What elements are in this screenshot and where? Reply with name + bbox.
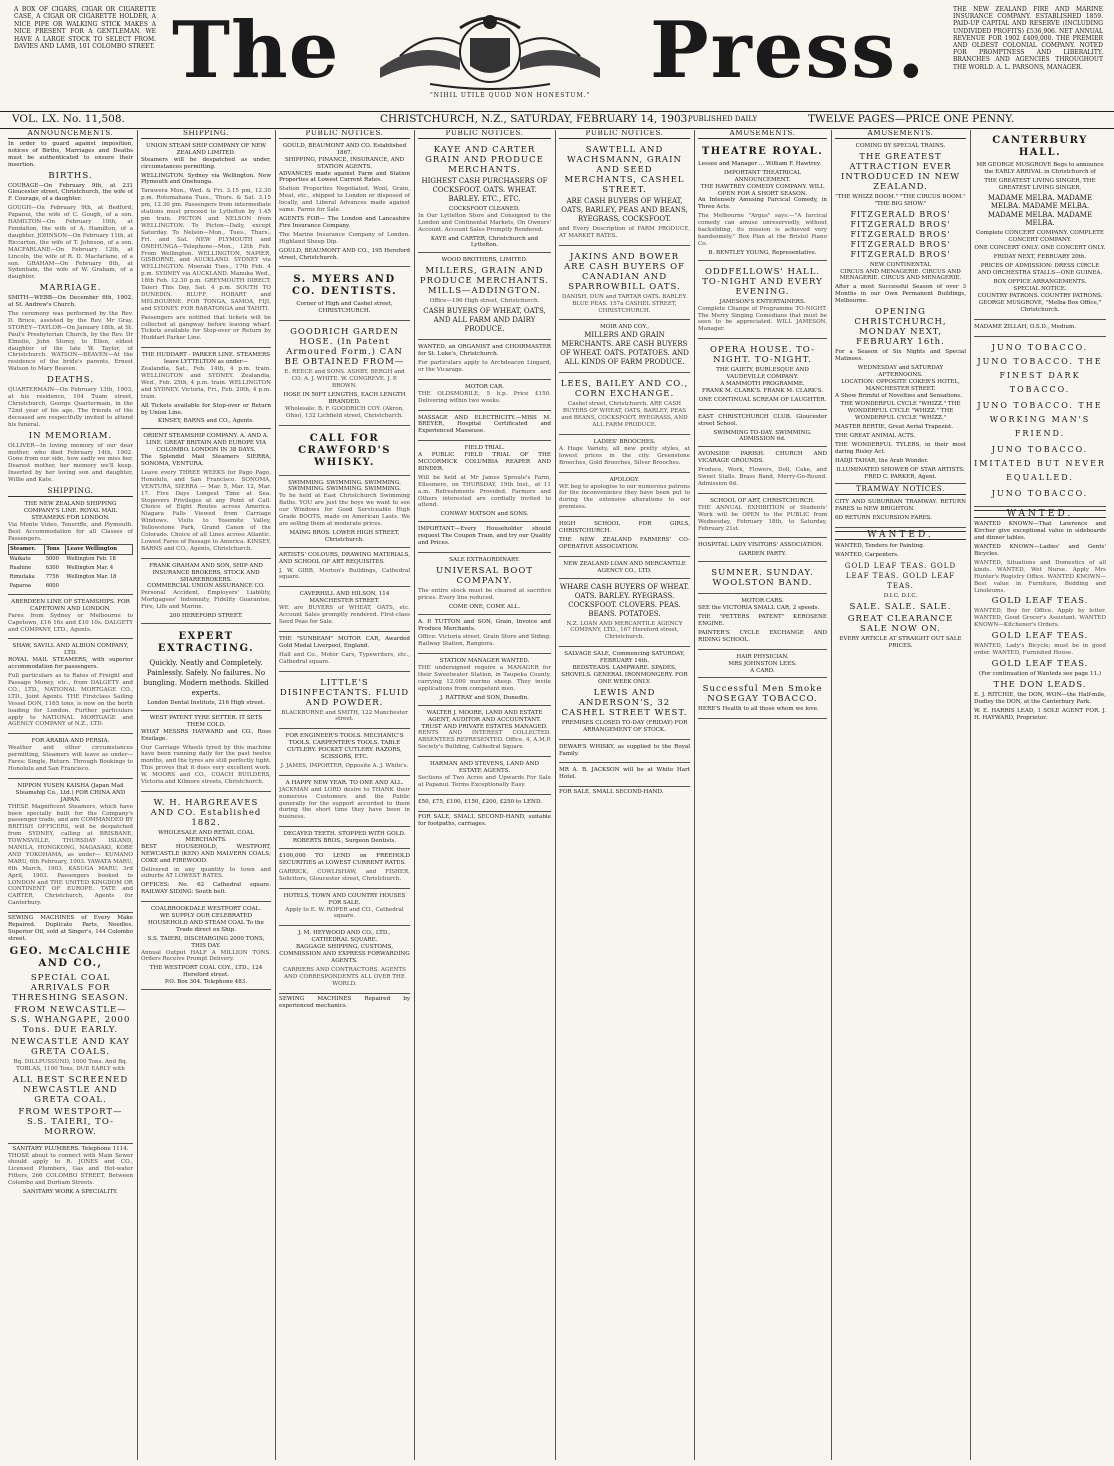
section-heading: DEATHS. — [47, 375, 94, 386]
column-public-notices-1 — [279, 130, 410, 1460]
advert-goodrich-hose: GOODRICH GARDEN HOSE. (In Patent Armoured Form.) CAN BE OBTAINED FROM— E. REECE and SONS. ASHBY, BERGH and CO. A. J. WHITE. W. CONGREVE. J. P. BROWN. HOSE IN 50FT LENGTHS, EACH LENGTH BRANDED. Wholesale: B. F. GOODRICH COY. (Akron, Ohio), 132 Lichfield street, Christchurch. — [279, 323, 410, 425]
advert-nz-loan: NEW ZEALAND LOAN AND MERCANTILE AGENCY CO., LTD. — [559, 559, 690, 579]
advert-tools: FOR ENGINEER'S TOOLS. MECHANIC'S TOOLS. CARPENTER'S TOOLS. TABLE CUTLERY. POCKET CUTLERY. RAZORS, SCISSORS, ETC. J. JAMES, IMPORTER, Opposite A. J. White's. — [279, 731, 410, 776]
advert-brooches: LADIES' BROOCHES. A Huge Variety, all new pretty styles, at lowest prices in the city. Greenstone Brooches, Gold Brooches, Silver Brooches. — [559, 437, 690, 473]
table-header: Leave Wellington — [65, 545, 132, 555]
wanted-heading: WANTED. — [974, 510, 1106, 519]
advert-school-of-art: SCHOOL OF ART, CHRISTCHURCH. THE ANNUAL EXHIBITION of Students' Work will be OPEN to the PUBLIC from Wednesday, February 18th, to Saturday, February 21st. — [698, 496, 827, 539]
advert-hospital-visitors: HOSPITAL LADY VISITORS' ASSOCIATION. GARDEN PARTY. — [698, 540, 827, 562]
advert-to-lend-2: £50, £75, £100, £150, £200, £250 to LEND. — [418, 797, 551, 812]
column-heading: SHIPPING. — [8, 488, 133, 497]
advert-salvage-sale: SALVAGE SALE, Commencing SATURDAY, FEBRUARY 14th. BEDSTEADS. LAMPWARE. SPADES, SHOVELS. GENERAL IRONMONGERY. FOR ONE WEEK ONLY. LEWIS AND ANDERSON'S, 32 CASHEL STREET WEST. PREMISES CLOSED TO-DAY (FRIDAY) FOR ARRANGEMENT OF STOCK. — [559, 649, 690, 739]
columns-area — [0, 130, 1114, 1466]
column-heading: AMUSEMENTS. — [698, 130, 827, 139]
advert-myers-dentists: S. MYERS AND CO. DENTISTS. Corner of High and Cashel street, CHRISTCHURCH. — [279, 269, 410, 321]
column-public-notices-2 — [418, 130, 551, 1460]
advert-shaw-savill: SHAW, SAVILL AND ALBION COMPANY, LTD. ROYAL MAIL STEAMERS, with superior accommodation for passengers. Full particulars as to Rates of Freight and Passage Money, etc., from DALGETY and CO., LTD., NATIONAL MORTGAGE CO., LTD., Joint Agents. THE Firstclass Sailing Vessel DON, 1165 tons, is now on the berth loading for London. Further particulars apply to NATIONAL MORTGAGE and AGENCY COMPANY of N.Z., LTD. — [8, 641, 133, 734]
advert-aberdeen: ABERDEEN LINE OF STEAMSHIPS. FOR CAPETOWN AND LONDON. Fares from Sydney or Melbourne to Capetown, £16 16s and £10 10s. DALGETY and COMPANY, LTD., Agents. — [8, 597, 133, 640]
advert-sawtell: SAWTELL AND WACHSMANN, GRAIN AND SEED MERCHANTS, CASHEL STREET. ARE CASH BUYERS OF WHEAT, OATS, BARLEY, PEAS AND BEANS, RYEGRASS, COCKSFOOT. and Every Description of FARM PRODUCE, AT MARKET RATES. — [559, 141, 690, 246]
advert-field-trial: FIELD TRIAL. A PUBLIC FIELD TRIAL OF THE MCCORMICK COLUMBIA REAPER AND BINDER. Will be held at Mr James Sproule's Farm, Ellesmere, on THURSDAY, 19th Inst., at 11 a.m. Refreshments Provided. Farmers and Others interested are cordially invited to attend. CONWAY MATSON and SONS. — [418, 443, 551, 522]
advert-motor-cars: MOTOR CARS. SEE the VICTORIA SMALL CAR, 2 speeds. THE "PETTERS PATENT" KEROSENE ENGINE. PAINTER'S CYCLE EXCHANGE AND RIDING SCHOOL. — [698, 596, 827, 649]
column-rule — [555, 130, 556, 1460]
masthead-left-advert: A BOX OF CIGARS, CIGAR OR CIGARETTE CASE, A CIGAR OR CIGARETTE HOLDER, A NICE PIPE OR WALKING STICK MAKES A NICE PRESENT FOR A GENTLEMAN. WE HAVE A LARGE STOCK TO SELECT FROM. DAVIES AND LAMB, 101 COLOMBO STREET. — [14, 6, 156, 51]
advert-motor-car: MOTOR CAR. THE OLDSMOBILE, 5 h.p. Price £150. Delivering within two weeks. — [418, 382, 551, 411]
published-daily: PUBLISHED DAILY — [688, 115, 758, 123]
advert-frank-graham: FRANK GRAHAM AND SON, SHIP AND INSURANCE BROKERS, STOCK AND SHAREBROKERS. COMMERCIAL UNION ASSURANCE CO. Personal Accident, Employers' Liability, Mortgagees' Indemnity, Fidelity Guarantee, Fire, Life and Marine. 200 HEREFORD STREET. — [141, 561, 271, 624]
advert-harman-stevens: HARMAN AND STEVENS, LAND AND ESTATE AGENTS. Sections of Two Acres and Upwards For Sale at Papanui. Terms Exceptionally Easy. — [418, 759, 551, 795]
column-heading: PUBLIC NOTICES. — [559, 130, 690, 139]
notice-text: FOR SALE, SMALL SECOND-HAND, suitable for footpaths, carriages. — [418, 813, 551, 827]
table-header: Steamer. — [9, 545, 45, 555]
advert-moir: MOIR AND COY., MILLERS AND GRAIN MERCHANTS. ARE CASH BUYERS OF WHEAT. OATS. POTATOES. AND ALL KINDS OF FARM PRODUCE. — [559, 322, 690, 373]
wanted-heading: WANTED. — [835, 531, 966, 540]
advert-heywood: J. M. HEYWOOD AND CO., LTD., CATHEDRAL SQUARE. BAGGAGE SHIPPING, CUSTOMS, COMMISSION AND EXPRESS FORWARDING AGENTS. CARRIERS AND CONTRACTORS. AGENTS AND CORRESPONDENTS ALL OVER THE WORLD. — [279, 928, 410, 993]
advert-dewars: DEWAR'S WHISKY, as supplied to the Royal Family. — [559, 742, 690, 764]
masthead-right-advert: THE NEW ZEALAND FIRE AND MARINE INSURANCE COMPANY. ESTABLISHED 1859. PAID-UP CAPITAL AND RESERVE (INCLUDING UNDIVIDED PROFITS) £536,906. NET ANNUAL REVENUE FOR 1902 £409,000. THE PREMIER AND OLDEST COLONIAL COMPANY. NOTED FOR PROMPTNESS AND LIBERALITY. BRANCHES AND AGENCIES THROUGHOUT THE WORLD. A. L. PARSONS, MANAGER. — [953, 6, 1103, 71]
notice-text: The ceremony was performed by the Rev. D. Bruce, assisted by the Rev. Mr Gray. STOREY—TAYLOR—On January 18th, at St. Paul's Presbyterian Church, by the Rev. Dr Elmslie, John Storey, to Ellen, eldest daughter of the late W. Taylor, of Christchurch. WATSON—BEAVEN—At the residence of the bride's parents, Ernest Watson to Mary Beaven. — [8, 311, 133, 373]
notice-text: SEWING MACHINES Repaired by experienced mechanics. — [279, 995, 410, 1009]
advert-nosegay: Successful Men Smoke NOSEGAY TOBACCO. HERE'S Health to all those whom we love. — [698, 680, 827, 719]
advert-hargreaves: W. H. HARGREAVES AND CO. Established 1882. WHOLESALE AND RETAIL COAL MERCHANTS. BEST HOUSEHOLD, WESTPORT, NEWCASTLE (KEN) AND MALVERN COALS; COKE and FIREWOOD. Delivered in any quantity to town and suburbs AT LOWEST RATES. OFFICES: No. 62 Cathedral square. RAILWAY SIDING: South belt. — [141, 794, 271, 902]
table-row: Rimutaka 7756 Wellington Mar. 18 — [9, 574, 117, 581]
advert-tutton: A. P. TUTTON and SON, Grain, Invoice and Produce Merchants. Office: Victoria street. Grain Store and Siding: Railway Station, Rangiora. — [418, 617, 551, 655]
advert-tramway: CITY AND SUBURBAN TRAMWAY. RETURN FARES to NEW BRIGHTON. 6D RETURN EXCURSION FARES. — [835, 497, 966, 528]
place-date: CHRISTCHURCH, N.Z., SATURDAY, FEBRUARY 14, 1903. — [380, 113, 691, 125]
title-the: The — [172, 5, 340, 96]
advert-wood-brothers: WOOD BROTHERS, LIMITED. MILLERS, GRAIN AND PRODUCE MERCHANTS. MILLS—ADDINGTON. Office—196 High street, Christchurch. CASH BUYERS OF WHEAT, OATS, AND ALL FARM AND DAIRY PRODUCE. — [418, 255, 551, 340]
table-row: Waikato 5000 Wellington Feb. 18 — [9, 556, 116, 563]
advert-little-disinfectants: LITTLE'S DISINFECTANTS. FLUID AND POWDER. BLACKBURNE and SMITH, 122 Manchester street. — [279, 674, 410, 730]
advert-caverhill: CAVERHILL AND HILSON, 114 MANCHESTER STREET. WE are BUYERS of WHEAT, OATS, etc. Account Sales promptly rendered. First-class Seed Peas for Sale. — [279, 589, 410, 632]
advert-opera-house: OPERA HOUSE. TO-NIGHT. TO-NIGHT. THE GAIETY, BURLESQUE AND VAUDEVILLE COMPANY. A MAMMOTH PROGRAMME. FRANK M. CLARK'S. FRANK M. CLARK'S. ONE CONTINUAL SCREAM OF LAUGHTER. — [698, 341, 827, 410]
advert-organist: WANTED, an ORGANIST and CHOIRMASTER for St. Luke's, Christchurch. For particulars apply to Archdeacon Lingard, or the Vicarage. — [418, 342, 551, 380]
section-heading: MARRIAGE. — [39, 283, 102, 294]
advert-fitzgerald: COMING BY SPECIAL TRAINS. THE GREATEST ATTRACTION EVER INTRODUCED IN NEW ZEALAND. "THE WHIZZ BOOM." "THE CIRCUS BOOM." "THE BIG SHOW." FITZGERALD BROS' FITZGERALD BROS' FITZGERALD BROS' FITZGERALD BROS' FITZGERALD BROS' NEW CONTINENTAL CIRCUS AND MENAGERIE. CIRCUS AND MENAGERIE. CIRCUS AND MENAGERIE. After a most Successful Season of over 3 Months in our Own Permanent Buildings, Melbourne. OPENING CHRISTCHURCH, MONDAY NEXT, FEBRUARY 16th. For a Season of Six Nights and Special Matinees. WEDNESDAY and SATURDAY AFTERNOONS. LOCATION: OPPOSITE COKER'S HOTEL, MANCHESTER STREET. A Show Brimful of Novelties and Sensations. THE WONDERFUL CYCLE "WHIZZ." THE WONDERFUL CYCLE "WHIZZ." THE WONDERFUL CYCLE "WHIZZ." MASTER BERTIE, Great Aerial Trapezist. THE GREAT ANIMAL ACTS. THE WONDERFUL TYLERS, in their most daring Risley Act. HADJI TAHAR, the Arab Wonder. ILLUMINATED SHOWER OF STAR ARTISTS. FRED C. PARKER, Agent. — [835, 141, 966, 485]
column-rule — [137, 130, 138, 1460]
advert-canterbury-hall: CANTERBURY HALL. MR GEORGE MUSGROVE Begs to announce the EARLY ARRIVAL in Christchurch of THE GREATEST LIVING SINGER, THE GREATEST LIVING SINGER, MADAME MELBA. MADAME MELBA. MADAME MELBA. MADAME MELBA. MADAME MELBA. Complete CONCERT COMPANY. COMPLETE CONCERT COMPANY. ONE CONCERT ONLY. ONE CONCERT ONLY. FRIDAY NEXT, FEBRUARY 20th. PRICES OF ADMISSION: DRESS CIRCLE AND ORCHESTRA STALLS—ONE GUINEA. BOX OFFICE ARRANGEMENTS. SPECIAL NOTICE. COUNTRY PATRONS. COUNTRY PATRONS. GEORGE MUSGROVE, "Melba Box Office," Christchurch. — [974, 130, 1106, 320]
advert-nippon-yusen: NIPPON YUSEN KAISHA (Japan Mail Steamship Co., Ltd.) FOR CHINA AND JAPAN. THESE Magnificent Steamers, which have been specially built for the Company's passenger trade, and are COMMANDED BY BRITISH OFFICERS, will be despatched from SYDNEY, calling at BRISBANE, TOWNSVILLE, THURSDAY ISLAND, MANILA, HONGKONG, NAGASAKI, KOBE AND YOKOHAMA, as under— KUMANO MARU, 6th February, 1903. YAWATA MARU, 6th March, 1903. KASUGA MARU, 3rd April, 1903. Passengers booked to LONDON and THE UNITED KINGDOM OR CONTINENT OF EUROPE. TATE and CARTER, Christchurch, Agents for Canterbury. — [8, 781, 133, 913]
advert-gould-beaumont: GOULD, BEAUMONT AND CO. Established 1867. SHIPPING, FINANCE, INSURANCE, AND STATION AGENTS. ADVANCES made against Farm and Station Properties at Lowest Current Rates. Station Properties Negotiated. Wool, Grain, Meat, etc., shipped to London or disposed of locally, and Liberal Advances made against same. Farms for Sale. AGENTS FOR— The London and Lancashire Fire Insurance Company. The Marine Insurance Company of London. Highland Sheep Dip. GOULD, BEAUMONT AND CO., 195 Hereford street, Christchurch. — [279, 141, 410, 268]
column-heading: PUBLIC NOTICES. — [418, 130, 551, 139]
column-heading: ANNOUNCEMENTS. — [8, 130, 133, 139]
advert-huddart-parker: THE HUDDART - PARKER LINE. STEAMERS leave LYTTELTON as under— Zealandia, Sat., Feb. 14th, 4 p.m. train. WELLINGTON and SYDNEY. Zealandia, Wed., Feb. 25th, 4 p.m. train. WELLINGTON and SYDNEY. Victoria, Fri., Feb. 20th, 4 p.m. train. All Tickets available for Stop-over or Return by Union Line. KINSEY, BARNS and CO., Agents. — [141, 350, 271, 429]
advert-east-christchurch-club: EAST CHRISTCHURCH CLUB. Gloucester street School. SWIMMING TO-DAY. SWIMMING. ADMISSION 6d. — [698, 412, 827, 448]
column-heading: TRAMWAY NOTICES. — [835, 486, 966, 495]
column-heading: PUBLIC NOTICES. — [279, 130, 410, 139]
notice-text: FOR SALE, SMALL SECOND-HAND. — [559, 789, 664, 796]
column-heading: SHIPPING. — [141, 130, 271, 139]
advert-jackson: MR A. B. JACKSON will be at White Hart Hotel. — [559, 765, 690, 787]
notice-text: SMITH—WEBB—On December 6th, 1902, at St. Andrew's Church. — [8, 295, 133, 309]
column-public-notices-3 — [559, 130, 690, 1460]
advert-sumner: SUMNER. SUNDAY. WOOLSTON BAND. — [698, 564, 827, 594]
table-row: Paparoa 6000 — [9, 583, 59, 590]
price-line: TWELVE PAGES—PRICE ONE PENNY. — [808, 113, 1015, 125]
column-rule — [694, 130, 695, 1460]
advert-lees-bailey: LEES, BAILEY AND CO., CORN EXCHANGE. Cashel street, Christchurch. ARE CASH BUYERS OF WHEAT, OATS, BARLEY, PEAS and BEANS, COCKSFOOT, RYEGRASS, AND ALL FARM PRODUCE. — [559, 375, 690, 435]
advert-walter-moore: WALTER J. MOORE, LAND AND ESTATE AGENT, AUDITOR AND ACCOUNTANT. TRUST AND PRIVATE ESTATES MANAGED. RENTS AND INTEREST COLLECTED. ABSENTEES REPRESENTED. Office, 4, A.M.P. Society's Building, Cathedral Square. — [418, 708, 551, 757]
advert-whare: WHARE CASH BUYERS OF WHEAT. OATS. BARLEY. RYEGRASS. COCKSFOOT. CLOVERS. PEAS. BEANS. POTATOES. N.Z. LOAN AND MERCANTILE AGENCY COMPANY, LTD., 167 Hereford street, Christchurch. — [559, 581, 690, 648]
notice-text: In order to guard against imposition, notices of Births, Marriages and Deaths must be authenticated to ensure their insertion. — [8, 140, 133, 168]
advert-avonside: AVONSIDE PARISH. CHURCH AND VICARAGE GROUNDS. Produce, Work, Flowers, Doll, Cake, and Sweet Stalls. Brass Band, Merry-Go-Round. Admission 6d. — [698, 449, 827, 494]
notice-text: QUARTERMAIN—On February 13th, 1903, at his residence, 104 Tuam street, Christchurch, George Quartermain, in the 72nd year of his age. The friends of the deceased are respectfully invited to attend his funeral. — [8, 387, 133, 428]
advert-jakins-bower: JAKINS AND BOWER ARE CASH BUYERS OF CANADIAN AND SPARROWBILL OATS. DANISH, DUN and TARTAR OATS. BARLEY. BLUE PEAS. 157a CASHEL STREET, CHRISTCHURCH. — [559, 248, 690, 321]
advert-juno-tobacco: JUNO TOBACCO. JUNO TOBACCO. THE FINEST DARK TOBACCO. JUNO TOBACCO. THE WORKING MAN'S FRIEND. JUNO TOBACCO. IMITATED BUT NEVER EQUALLED. JUNO TOBACCO. — [974, 339, 1106, 507]
advert-hotels: HOTELS, TOWN AND COUNTRY HOUSES FOR SALE. Apply to E. W. ROPER and CO., Cathedral square. — [279, 891, 410, 927]
advert-kaye-carter: KAYE AND CARTER GRAIN AND PRODUCE MERCHANTS. HIGHEST CASH PURCHASERS OF COCKSFOOT. OATS. WHEAT. BARLEY. ETC., ETC. COCKSFOOT CLEANED. In Our Lyttelton Store and Consigned to the London and Continental Markets, On Owners' Account. Account Sales Promptly Rendered. KAYE and CARTER, Christchurch and Lyttelton. — [418, 141, 551, 253]
advert-union-steamship: UNION STEAM SHIP COMPANY OF NEW ZEALAND LIMITED. Steamers will be despatched as under, circumstances permitting. WELLINGTON. Sydney via Wellington. New Plymouth and Onehunga. Tarawera Mon., Wed. & Fri. 3.15 pm, 12.30 p.m. Rotomahana Tues., Thurs. & Sat. 3.15 pm, 12.30 pm. Passengers from intermediate stations must proceed to Lyttelton by 1.45 pm train. PICTON and NELSON from WELLINGTON. To Picton—Daily, except Saturday. To Nelson—Mon., Tues., Thurs., Fri. and Sat. NEW PLYMOUTH and ONEHUNGA—Telephone—Mon., 12th Feb. From Wellington. WELLINGTON, NAPIER, GISBORNE, and AUCKLAND. SYDNEY via WELLINGTON. Moeraki Tues., 17th Feb. 4 p.m. SYDNEY via AUCKLAND. Manuka Wed., 18th Feb. 12.30 p.m. GREYMOUTH DIRECT. Taieri This Day, Sat. 4 p.m. SOUTH TO DUNEDIN. BLUFF, HOBART and MELBOURNE. FOR TONGA, SAMOA, FIJI, and SYDNEY. FOR RARATONGA and TAHITI. Passengers are notified that tickets will be collected at gangway before leaving wharf. Tickets available for Stop-over or Return by Huddart Parker Line. — [141, 141, 271, 348]
advert-expert-extracting: EXPERT EXTRACTING. Quickly. Neatly and Completely. Painlessly. Safely. No failures. No bungling. Modern methods. Skilled experts. London Dental Institute, 216 High street. — [141, 626, 271, 711]
company-heading: GEO. McCALCHIE AND CO., — [9, 945, 132, 969]
shipping-table — [8, 544, 133, 591]
advert-decayed-teeth: DECAYED TEETH. STOPPED WITH GOLD. ROBERTS BROS., Surgeon Dentists. — [279, 829, 410, 849]
section-heading: IN MEMORIAM. — [28, 430, 113, 441]
advert-tyre-setter: WEST PATENT TYRE SETTER. IT SETS THEM COLD. WHAT MESSRS HAYWARD and CO., Ross Ensilage. Our Carriage Wheels tyred by this machine have been running daily for the past twelve months, and the tyres are still perfectly tight. This proves that it does very excellent work. W. MOORS and CO., COACH BUILDERS, Victoria and Kilmore streets, Christchurch. — [141, 713, 271, 792]
advert-sunbeam: THE "SUNBEAM" MOTOR CAR, Awarded Gold Medal Liverpool, England. Hall and Co., Motor Cars, Typewriters, etc., Cathedral square. — [279, 634, 410, 672]
advert-nzsc: THE NEW ZEALAND SHIPPING COMPANY'S LINE. ROYAL MAIL STEAMERS FOR LONDON. Via Monte Video, Teneriffe, and Plymouth. Best Accommodation for all Classes of Passengers. Steamer. Tons Leave Wellington Waikato 5000 Wellington Feb. 18 Ruahine 6300 Wellington Mar. 4 Rimutaka 7756 Wellington Mar. 18 Paparoa 6000 — [8, 499, 133, 595]
dateline-bar — [0, 111, 1114, 129]
notice-text: SEWING MACHINES of Every Make Repaired. Duplicate Parts, Needles. Superior Oil, sold at Singer's, 144 Colombo street. — [8, 915, 133, 942]
advert-madame-zillah: MADAME ZILLAH, O.S.D., Medium. — [974, 322, 1106, 337]
title-press: Press. — [650, 5, 927, 96]
coat-of-arms-crest — [360, 8, 620, 90]
column-amusements-2: AMUSEMENTS. COMING BY SPECIAL TRAINS. THE GREATEST ATTRACTION EVER INTRODUCED IN NEW ZEALAND. "THE WHIZZ BOOM." "THE CIRCUS BOOM." "THE BIG SHOW." FITZGERALD BROS' FITZGERALD BROS' FITZGERALD BROS' FITZGERALD BROS' FITZGERALD BROS' NEW CONTINENTAL CIRCUS AND MENAGERIE. CIRCUS AND MENAGERIE. CIRCUS AND MENAGERIE. After a most Successful Season of over 3 Months in our Own Permanent Buildings, Melbourne. OPENING CHRISTCHURCH, MONDAY NEXT, FEBRUARY 16th. For a Season of Six Nights and Special Matinees. WEDNESDAY and SATURDAY AFTERNOONS. LOCATION: OPPOSITE COKER'S HOTEL, MANCHESTER STREET. A Show Brimful of Novelties and Sensations. THE WONDERFUL CYCLE "WHIZZ." THE WONDERFUL CYCLE "WHIZZ." THE WONDERFUL CYCLE "WHIZZ." MASTER BERTIE, Great Aerial Trapezist. THE GREAT ANIMAL ACTS. THE WONDERFUL TYLERS, in their most daring Risley Act. HADJI TAHAR, the Arab Wonder. ILLUMINATED SHOWER OF STAR ARTISTS. FRED C. PARKER, Agent. TRAMWAY NOTICES. CITY AND SUBURBAN TRAMWAY. RETURN FARES to NEW BRIGHTON. 6D RETURN EXCURSION FARES. WANTED. WANTED, Tenders for Painting. WANTED, Carpenters. GOLD LEAF TEAS. GOLD LEAF TEAS. GOLD LEAF TEAS. D.I.C. D.I.C. SALE. SALE. SALE. GREAT CLEARANCE SALE NOW ON. EVERY ARTICLE AT STRAIGHT OUT SALE PRICES. — [835, 130, 966, 649]
advert-householder: IMPORTANT—Every Householder should request The Coupon Tram, and try our Quality and Prices. — [418, 524, 551, 553]
advert-swimming: SWIMMING. SWIMMING. SWIMMING. SWIMMING. SWIMMING. SWIMMING. To be held at East Christchurch Swimming Baths. YOU are just the boys we want to see our Windows for Good Serviceable High Grade BOOTS, made on American Lasts. We are selling them at moderate prices. MAING BROS. LOWER HIGH STREET, Christchurch. — [279, 478, 410, 548]
section-heading: BIRTHS. — [48, 170, 93, 181]
advert-oceanic: ORIENT STEAMSHIP COMPANY. A. AND A. LINE. GREAT BRITAIN AND EUROPE VIA COLOMBO. LONDON IN 38 DAYS. The Splendid Mail Steamers SIERRA, SONOMA, VENTURA. Leave every THREE WEEKS for Pago Pago, Honolulu, and San Francisco. SONOMA, VENTURA, SIERRA — Mar. 5, Mar. 12, Mar. 17. Five Days Longest Time at Sea. Stopovers Privileges at any Point of Call. Choice of Eight Routes across America. Niagara Falls Viewed from Carriage Windows. Visits to Yosemite Valley, Yellowstone Park, Grand Canon of the Colorado. Choice of all Lines across Atlantic. Lowest Fares of Passage to America. KINSEY, BARNS and CO., Agents, Christchurch. — [141, 431, 271, 558]
advert-arabia: FOR ARABIA AND PERSIA. Weather and other circumstances permitting, Steamers will leave as under— Fares: Single, Return. Through Bookings to Honolulu and San Francisco. — [8, 736, 133, 779]
column-rule — [414, 130, 415, 1460]
advert-westport-coal: COALBROOKDALE WESTPORT COAL. WE SUPPLY OUR CELEBRATED HOUSEHOLD AND STEAM COAL To the Trade direct ex Ship. S.S. TAIERI, DISCHARGING 2000 TONS, THIS DAY. Annual Output HALF A MILLION TONS. Orders Receive Prompt Delivery. THE WESTPORT COAL COY., LTD., 124 Hereford street. P.O. Box 304. Telephone 483. — [141, 904, 271, 990]
masthead-motto: "NIHIL UTILE QUOD NON HONESTUM." — [430, 92, 591, 99]
advert-artists-colours: ARTISTS' COLOURS, DRAWING MATERIALS, AND SCHOOL OF ART REQUISITES. J. W. GIBB, Morten's Buildings, Cathedral square. — [279, 550, 410, 588]
advert-apology: APOLOGY. WE beg to apologise to our numerous patrons for the inconvenience they have been put to during the extensive alterations to our premises. — [559, 475, 690, 518]
advert-massage: MASSAGE AND ELECTRICITY.—MISS M. BREYER, Hospital Certificated and Experienced Masseuse. — [418, 413, 551, 442]
volume-number: VOL. LX. No. 11,508. — [12, 113, 125, 125]
column-shipping — [141, 130, 271, 1460]
advert-crawfords: CALL FOR CRAWFORD'S WHISKY. — [279, 428, 410, 476]
advert-theatre-royal: THEATRE ROYAL. Lessee and Manager ... William F. Hawtrey. IMPORTANT THEATRICAL ANNOUNCEMENT. THE HAWTREY COMEDY COMPANY. WILL OPEN FOR A SHORT SEASON. An Intensely Amusing Farcical Comedy, in Three Acts. The Melbourne "Argus" says:—"A farcical comedy can amuse unreservedly, without backsliding, its mission is achieved very handsomely." Box Plan at the Bristol Piano Co. B. BENTLEY YOUNG, Representative. — [698, 141, 827, 261]
column-announcements: ANNOUNCEMENTS. In order to guard against imposition, notices of Births, Marriages and Deaths must be authenticated to ensure their insertion. BIRTHS. COURAGE—On February 9th, at 231 Gloucester street, Christchurch, the wife of F. Courage, of a daughter. GOUGH—On February 9th, at Bedford, Papanui, the wife of C. Gough, of a son. HAMILTON—On February 10th, at Fendalton, the wife of A. Hamilton, of a daughter. JOHNSON—On February 11th, at Riccarton, the wife of T. Johnson, of a son. MACFARLANE—On February 12th, at Lincoln, the wife of R. D. Macfarlane, of a son. GRAHAM—On February 8th, at Sydenham, the wife of W. Graham, of a daughter. MARRIAGE. SMITH—WEBB—On December 6th, 1902, at St. Andrew's Church. The ceremony was performed by the Rev. D. Bruce, assisted by the Rev. Mr Gray. STOREY—TAYLOR—On January 18th, at St. Paul's Presbyterian Church, by the Rev. Dr Elmslie, John Storey, to Ellen, eldest daughter of the late W. Taylor, of Christchurch. WATSON—BEAVEN—At the residence of the bride's parents, Ernest Watson to Mary Beaven. DEATHS. QUARTERMAIN—On February 13th, 1903, at his residence, 104 Tuam street, Christchurch, George Quartermain, in the 72nd year of his age. The friends of the deceased are respectfully invited to attend his funeral. IN MEMORIAM. OLLIVER—In loving memory of our dear mother, who died February 14th, 1902. Gone from our side, how sadly we miss her, Dearest mother, her memory we'll keep. Inserted by her loving son and daughter, Willie and Kate. SHIPPING. THE NEW ZEALAND SHIPPING COMPANY'S LINE. ROYAL MAIL STEAMERS FOR LONDON. Via Monte Video, Teneriffe, and Plymouth. Best Accommodation for all Classes of Passengers. Steamer. Tons Leave Wellington Waikato 5000 Wellington Feb. 18 Ruahine 6300 Wellington Mar. 4 Rimutaka 7756 Wellington Mar. 18 Paparoa 6000 ABERDEEN LINE OF STEAMSHIPS. FOR CAPETOWN AND LONDON. Fares from Sydney or Melbourne to Capetown, £16 16s and £10 10s. DALGETY and COMPANY, LTD., Agents. SHAW, SAVILL AND ALBION COMPANY, LTD. ROYAL MAIL STEAMERS, with superior accommodation for passengers. Full particulars as to Rates of Freight and Passage Money, etc., from DALGETY and CO., LTD., NATIONAL MORTGAGE CO., LTD., Joint Agents. THE Firstclass Sailing Vessel DON, 1165 tons, is now on the berth loading for London. Further particulars apply to NATIONAL MORTGAGE and AGENCY COMPANY of N.Z., LTD. FOR ARABIA AND PERSIA. Weather and other circumstances permitting, Steamers will leave as under— Fares: Single, Return. Through Bookings to Honolulu and San Francisco. NIPPON YUSEN KAISHA (Japan Mail Steamship Co., Ltd.) FOR CHINA AND JAPAN. THESE Magnificent Steamers, which have been specially built for the Company's passenger trade, and are COMMANDED BY BRITISH OFFICERS, will be despatched from SYDNEY, calling at BRISBANE, TOWNSVILLE, THURSDAY ISLAND, MANILA, HONGKONG, NAGASAKI, KOBE AND YOKOHAMA, as under— KUMANO MARU, 6th February, 1903. YAWATA MARU, 6th March, 1903. KASUGA MARU, 3rd April, 1903. Passengers booked to LONDON and THE UNITED KINGDOM OR CONTINENT OF EUROPE. TATE and CARTER, Christchurch, Agents for Canterbury. SEWING MACHINES of Every Make Repaired. Duplicate Parts, Needles. Superior Oil, sold at Singer's, 144 Colombo street. GEO. McCALCHIE AND CO., SPECIAL COAL ARRIVALS FOR THRESHING SEASON. FROM NEWCASTLE— S.S. WHANGAPE, 2000 Tons. DUE EARLY. NEWCASTLE AND KAY GRETA COALS. Bq. DILLPUSSUND, 1000 Tons. And Bq. TOBLAS, 1100 Tons, DUE EARLY with ALL BEST SCREENED NEWCASTLE AND GRETA COAL. FROM WESTPORT— S.S. TAIERI, TO-MORROW. SANITARY PLUMBERS. Telephone 1114. THOSE about to connect with Main Sewer should apply to R. JONES and CO., Licensed Plumbers, Gas and Hot-water Fitters, 266 COLOMBO STREET, Between Colombo and Durham Streets. SANITARY WORK A SPECIALITY. — [8, 130, 133, 1196]
column-heading: AMUSEMENTS. — [835, 130, 966, 139]
table-header: Tons — [45, 545, 66, 555]
notice-text: COURAGE—On February 9th, at 231 Gloucester street, Christchurch, the wife of F. Courage, of a daughter. — [8, 182, 133, 203]
masthead — [0, 0, 1114, 110]
table-row: Ruahine 6300 Wellington Mar. 4 — [9, 565, 114, 572]
notice-text: GOUGH—On February 9th, at Bedford, Papanui, the wife of C. Gough, of a son. HAMILTON—On February 10th, at Fendalton, the wife of A. Hamilton, of a daughter. JOHNSON—On February 11th, at Riccarton, the wife of T. Johnson, of a son. MACFARLANE—On February 12th, at Lincoln, the wife of R. D. Macfarlane, of a son. GRAHAM—On February 8th, at Sydenham, the wife of W. Graham, of a daughter. — [8, 205, 133, 281]
advert-to-lend: £100,000 TO LEND on FREEHOLD SECURITIES at LOWEST CURRENT RATES. GARRICK, COWLISHAW, and FISHER, Solicitors, Gloucester street, Christchurch. — [279, 851, 410, 889]
advert-station-manager: STATION MANAGER WANTED. THE undersigned require a MANAGER for their Sweetwater Station, in Taupeka County, carrying 12,000 merino sheep. They invite applications from competent men. J. RATTRAY and SON, Dunedin. — [418, 656, 551, 705]
column-rule — [275, 130, 276, 1460]
column-amusements-3: CANTERBURY HALL. MR GEORGE MUSGROVE Begs to announce the EARLY ARRIVAL in Christchurch of THE GREATEST LIVING SINGER, THE GREATEST LIVING SINGER, MADAME MELBA. MADAME MELBA. MADAME MELBA. MADAME MELBA. MADAME MELBA. Complete CONCERT COMPANY. COMPLETE CONCERT COMPANY. ONE CONCERT ONLY. ONE CONCERT ONLY. FRIDAY NEXT, FEBRUARY 20th. PRICES OF ADMISSION: DRESS CIRCLE AND ORCHESTRA STALLS—ONE GUINEA. BOX OFFICE ARRANGEMENTS. SPECIAL NOTICE. COUNTRY PATRONS. COUNTRY PATRONS. GEORGE MUSGROVE, "Melba Box Office," Christchurch. MADAME ZILLAH, O.S.D., Medium. JUNO TOBACCO. JUNO TOBACCO. THE FINEST DARK TOBACCO. JUNO TOBACCO. THE WORKING MAN'S FRIEND. JUNO TOBACCO. IMITATED BUT NEVER EQUALLED. JUNO TOBACCO. WANTED. WANTED KNOWN—That Lawrence and Kircher give exceptional value in sideboards and dinner tables. WANTED KNOWN—Ladies' and Gents' Bicycles. WANTED, Situations and Domestics of all kinds. WANTED, Wet Nurse. Apply Mrs Hunter's Registry Office. WANTED KNOWN—Best value in Furniture, Bedding and Linoleums. GOLD LEAF TEAS. WANTED, Boy for Office. Apply by letter. WANTED, Good Grocer's Assistant. WANTED KNOWN—Kitchener's Orders. GOLD LEAF TEAS. WANTED, Lady's Bicycle; must be in good order. WANTED, Furnished House. GOLD LEAF TEAS. (For continuation of Wanteds see page 11.) THE DON LEADS. E. J. RITCHIE, the DON, WON—the Half-mile, Dudley the DON, at the Canterbury Park. W. E. HARRIS LEAD, 1 SOLE AGENT FOR. J. H. HAYWARD, Proprietor. — [974, 130, 1106, 1460]
column-rule — [970, 130, 971, 1460]
column-rule — [831, 130, 832, 1460]
advert-oddfellows: ODDFELLOWS' HALL. TO-NIGHT AND EVERY EVENING. JAMESON'S ENTERTAINERS. Complete Change of Programme TO-NIGHT. The Merry Singing Comedians that must be seen to be appreciated. WILL JAMESON, Manager. — [698, 263, 827, 340]
advert-hair-physician: HAIR PHYSICIAN. MRS JOHNSTON LEES. A CARD. — [698, 652, 827, 679]
notice-text: OLLIVER—In loving memory of our dear mother, who died February 14th, 1902. Gone from our side, how sadly we miss her, Dearest mother, her memory we'll keep. Inserted by her loving son and daughter, Willie and Kate. — [8, 442, 133, 484]
column-amusements-1 — [698, 130, 827, 1460]
advert-high-school: HIGH SCHOOL FOR GIRLS, CHRISTCHURCH. THE NEW ZEALAND FARMERS' CO-OPERATIVE ASSOCIATION. — [559, 519, 690, 557]
advert-sale-extraordinary: SALE EXTRAORDINARY. UNIVERSAL BOOT COMPANY. The entire stock must be cleared at sacrifice prices. Every line reduced. COME ONE, COME ALL. — [418, 555, 551, 615]
advert-happy-new-year: A HAPPY NEW YEAR. TO ONE AND ALL. JACKMAN and LORD desire to THANK their numerous Customers and the Public generally for the support accorded to them during the short time they have been in business. — [279, 778, 410, 827]
